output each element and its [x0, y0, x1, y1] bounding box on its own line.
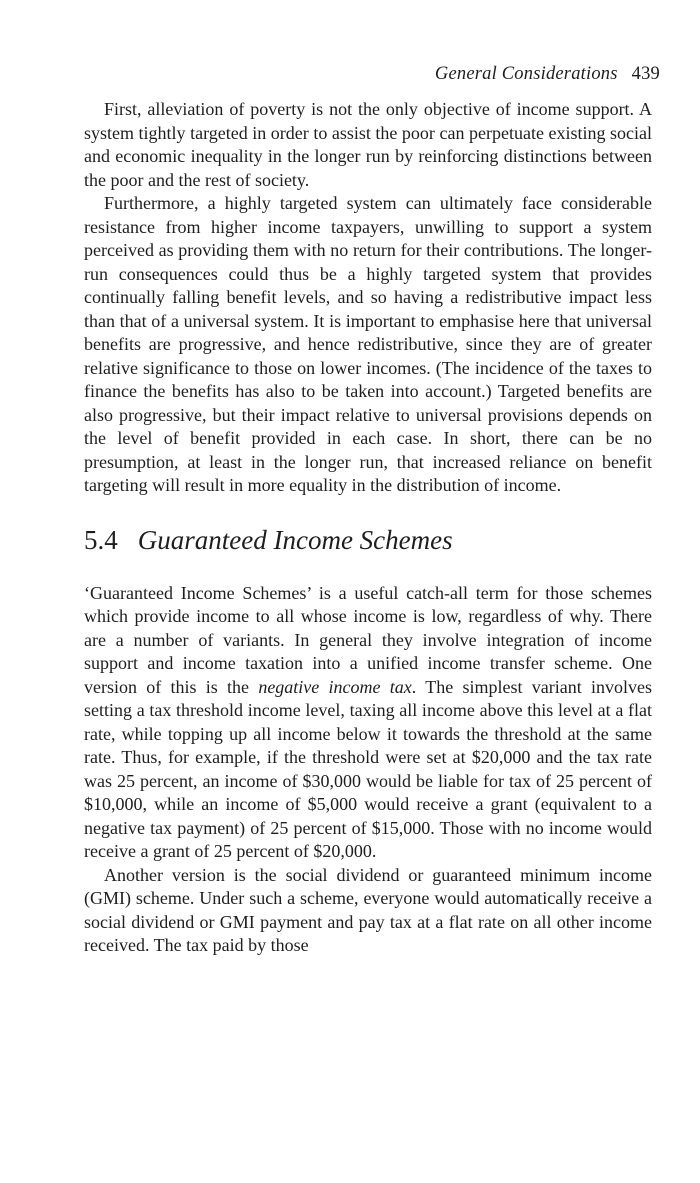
paragraph-guaranteed-income: [84, 582, 652, 864]
paragraph-targeting-resistance: Furthermore, a highly targeted system can ultimately face considerable resistance from higher income taxpayers, unwilling to support a system perceived as providing them with no return for their contributions. The longer-run consequences could thus be a highly targeted system that provides continually falling benefit levels, and so having a redistributive impact less than that of a universal system. It is important to emphasise here that universal benefits are progressive, and hence redistributive, since they are of greater relative significance to those on lower incomes. (The incidence of the taxes to finance the benefits has also to be taken into account.) Targeted benefits are also progressive, but their impact relative to universal provisions depends on the level of benefit provided in each case. In short, there can be no presumption, at least in the longer run, that increased reliance on benefit targeting will result in more equality in the distribution of income.: [84, 193, 652, 495]
running-head: [435, 62, 660, 86]
page-number: 439: [631, 64, 660, 84]
emphasis-term: negative income tax: [258, 676, 412, 697]
body-text: [84, 98, 652, 958]
paragraph-text: . The simplest variant involves setting a tax threshold income level, taxing all income above this level at a flat rate, while topping up all income below it towards the threshold at the same rate. Thus, for example, if the threshold were set at $20,000 and the tax rate was 25 percent, an income of $30,000 would be liable for tax of 25 percent of $10,000, while an income of $5,000 would receive a grant (equivalent to a negative tax payment) of 25 percent of $15,000. Those with no income would receive a grant of 25 percent of $20,000.: [84, 676, 652, 861]
section-title: Guaranteed Income Schemes: [137, 524, 453, 555]
paragraph-targeting-objective: First, alleviation of poverty is not the only objective of income support. A system tightly targeted in order to assist the poor can perpetuate existing social and economic inequality in the longer run by reinforcing distinctions between the poor and the rest of society.: [84, 99, 652, 190]
running-head-title: General Considerations: [434, 64, 618, 84]
paragraph-text: ‘Guaranteed Income Schemes’ is a useful catch-all term for those schemes which provide income to all whose income is low, regardless of why. There are a number of variants. In general they involve integration of income support and income taxation into a unified income transfer scheme. One version of this is the: [84, 582, 652, 697]
section-number: 5.4: [84, 524, 118, 555]
paragraph-social-dividend: Another version is the social dividend or guaranteed minimum income (GMI) scheme. Under such a scheme, everyone would automatically receive a social dividend or GMI payment and pay tax at a flat rate on all other income received. The tax paid by those: [84, 864, 652, 955]
section-heading: [84, 522, 652, 558]
